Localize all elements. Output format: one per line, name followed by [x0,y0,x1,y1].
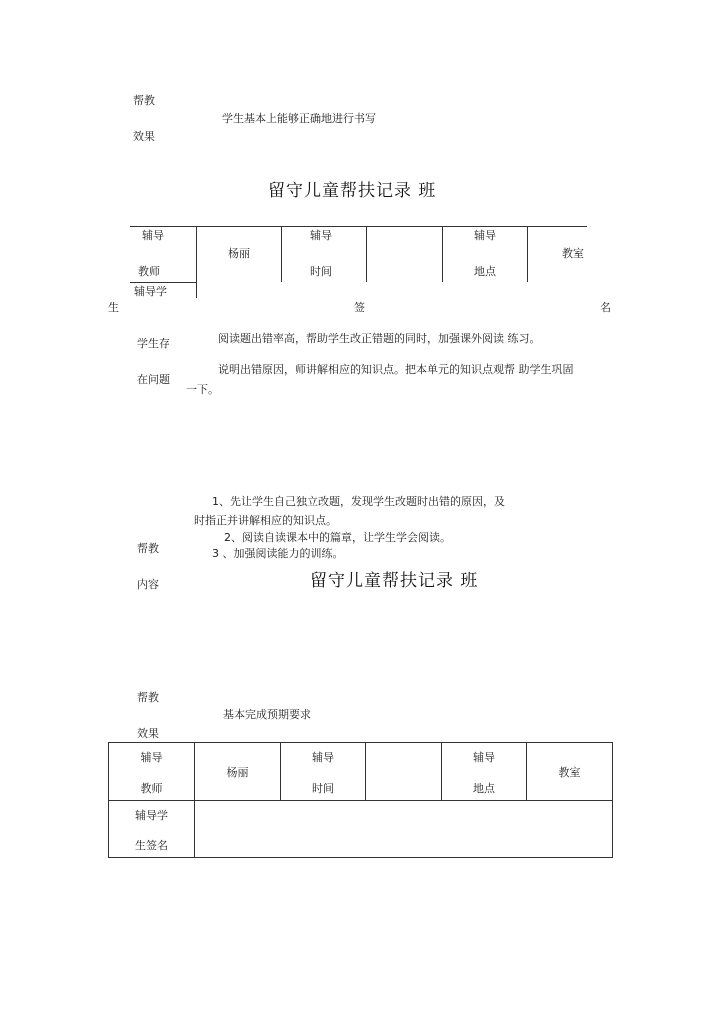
time-label-cell [281,743,366,801]
place-value: 教室 [558,765,581,779]
place-value: 教室 [562,247,584,260]
record-title: 留守儿童帮扶记录 班 [268,181,437,201]
record-table [108,742,613,858]
teacher-label-2: 教师 [138,265,160,278]
content-item-2: 2、阅读自读课本中的篇章，让学生学会阅读。 [224,531,451,544]
time-label-2: 时间 [312,782,334,795]
time-label-2: 时间 [310,265,332,278]
effect-text-2: 基本完成预期要求 [223,708,311,721]
teacher-value: 杨丽 [228,247,250,260]
place-label-cell [442,743,527,801]
sign-char-2: 签 [354,301,365,314]
table-col-divider [196,226,197,298]
problems-label-1: 学生存 [137,337,170,350]
sign-char-1: 生 [108,301,119,314]
teacher-value: 杨丽 [226,765,249,779]
place-value-cell [527,743,613,801]
teacher-label-1: 辅导 [140,751,163,764]
place-label-2: 地点 [473,782,495,795]
student-label-1: 辅导学 [135,809,168,822]
teacher-label-1: 辅导 [142,229,164,242]
time-label-1: 辅导 [310,229,332,242]
content-item-3: 3 、加强阅读能力的训练。 [212,547,344,560]
place-label-1: 辅导 [473,751,495,764]
effect-label-1: 帮教 [137,691,159,704]
time-label-1: 辅导 [312,751,334,764]
teacher-label-cell [109,743,195,801]
content-label-1: 帮教 [137,542,159,555]
student-sign-cell [195,801,613,858]
time-value-cell [366,743,442,801]
place-label-2: 地点 [474,265,496,278]
table-col-divider [527,226,528,282]
problems-line-2: 说明出错原因，师讲解相应的知识点。把本单元的知识点观帮 助学生巩固 [218,363,574,376]
place-label-1: 辅导 [474,229,496,242]
effect-label-2: 效果 [137,727,159,740]
student-label-cell [109,801,195,858]
sign-char-3: 名 [600,301,611,314]
problems-label-2: 在问题 [137,373,170,386]
problems-line-1: 阅读题出错率高，帮助学生改正错题的同时，加强课外阅读 练习。 [218,332,541,345]
effect-label-1: 帮教 [133,94,155,107]
student-label-2: 生签名 [135,839,168,852]
teacher-label-2: 教师 [140,782,163,795]
content-item-1a: 1、先让学生自己独立改题，发现学生改题时出错的原因，及 [212,495,505,508]
content-label-2: 内容 [137,578,159,591]
table-col-divider [366,226,367,282]
record-title-2: 留守儿童帮扶记录 班 [310,571,479,591]
effect-label-2: 效果 [133,130,155,143]
teacher-value-cell [195,743,281,801]
student-sign-label: 辅导学 [134,285,167,298]
content-item-1b: 时指正并讲解相应的知识点。 [194,514,337,527]
table-col-divider [442,226,443,282]
table-top-border [130,226,587,227]
table-col-divider [281,226,282,282]
effect-text: 学生基本上能够正确地进行书写 [222,112,376,125]
table-row-divider [130,282,197,283]
problems-line-3: 一下。 [186,383,219,396]
